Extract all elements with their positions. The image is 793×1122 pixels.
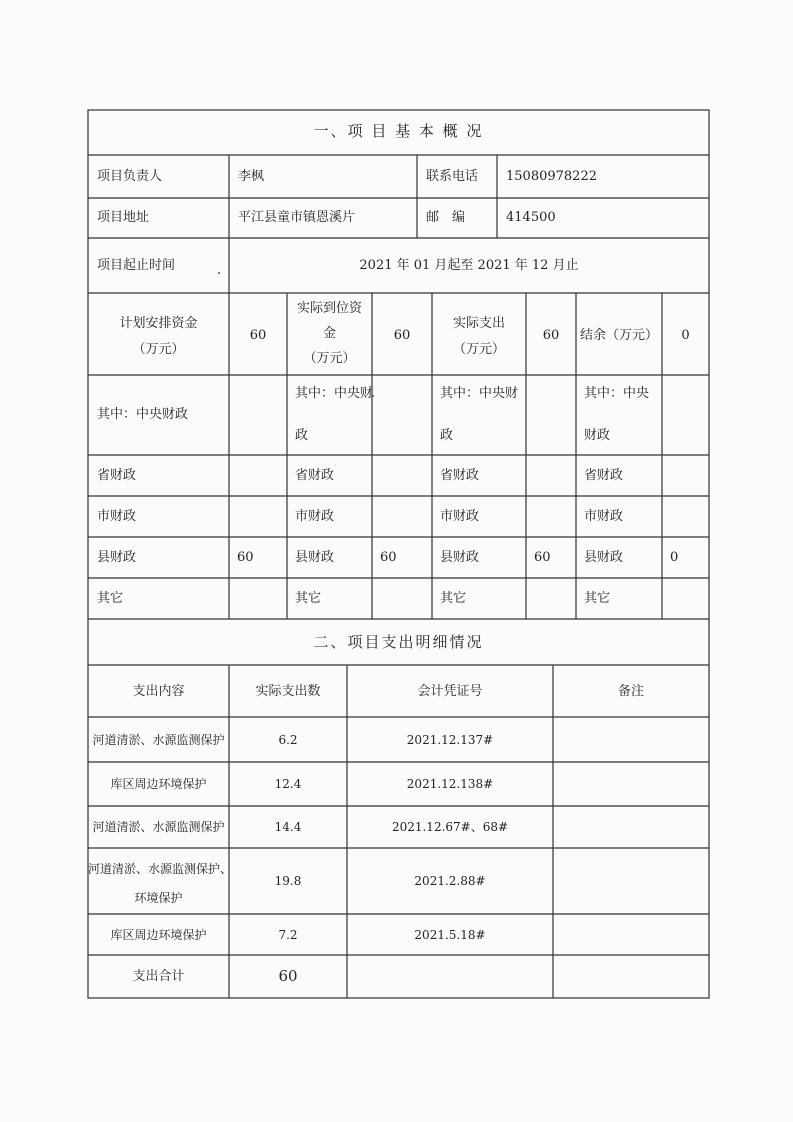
central-label-b1: 其中：中央财 [295,386,374,401]
expense-row-voucher: 2021.2.88# [414,874,486,888]
header-remark: 备注 [617,684,644,699]
phone-label: 联系电话 [426,169,479,184]
city-label: 市财政 [97,509,137,524]
expense-row-content: 河道清淤、水源监测保护 [92,733,225,747]
county-label-c: 县财政 [440,550,480,565]
county-label: 县财政 [97,550,137,565]
expense-row-content: 河道清淤、水源监测保护 [92,820,225,834]
balance-label: 结余（万元） [579,328,658,343]
central-label-c2: 政 [440,428,454,443]
planned-value: 60 [249,328,267,343]
county-label-b: 县财政 [295,550,335,565]
spent-label-2: （万元） [452,342,505,357]
address-label: 项目地址 [97,210,150,225]
expense-row-voucher: 2021.12.67#、68# [391,820,509,834]
leader-value: 李枫 [238,169,265,184]
header-amount: 实际支出数 [255,684,321,699]
central-label-b2: 政 [295,428,309,443]
county-balance: 0 [670,550,679,565]
received-label-2: 金 [322,326,336,341]
county-spent: 60 [534,550,551,565]
section1-title: 一、项 目 基 本 概 况 [313,122,484,140]
province-label-d: 省财政 [584,468,624,483]
phone-value: 15080978222 [506,169,597,184]
city-label-c: 市财政 [440,509,480,524]
total-value: 60 [278,967,298,985]
period-label: 项目起止时间 [97,258,176,273]
expense-row-amount: 14.4 [274,820,302,834]
county-planned: 60 [237,550,254,565]
address-value: 平江县童市镇恩溪片 [238,210,356,225]
city-label-d: 市财政 [584,509,624,524]
received-label-1: 实际到位资 [296,301,362,316]
expense-row-voucher: 2021.12.138# [406,777,494,791]
section2-title: 二、项目支出明细情况 [313,633,484,651]
expense-row-voucher: 2021.5.18# [414,928,486,942]
other-label: 其它 [97,591,124,606]
balance-value: 0 [681,328,690,343]
leader-label: 项目负责人 [97,169,163,184]
expense-row-content: 库区周边环境保护 [110,928,207,942]
other-label-b: 其它 [295,591,322,606]
county-label-d: 县财政 [584,550,624,565]
spent-value: 60 [542,328,560,343]
other-label-d: 其它 [584,591,611,606]
expense-row-amount: 19.8 [274,874,302,888]
central-label-d2: 财政 [584,428,611,443]
province-label-c: 省财政 [440,468,480,483]
total-label: 支出合计 [132,969,185,984]
expense-row-content-line2: 环境保护 [134,891,183,905]
planned-label-1: 计划安排资金 [119,316,198,331]
central-label-c1: 其中：中央财 [440,386,519,401]
province-label: 省财政 [97,468,137,483]
central-label: 其中：中央财政 [97,407,189,422]
county-received: 60 [380,550,397,565]
postcode-label: 邮 编 [426,210,466,225]
period-value: 2021 年 01 月起至 2021 年 12 月止 [359,258,579,273]
expense-row-voucher: 2021.12.137# [406,733,494,747]
central-label-d1: 其中：中央 [584,386,650,401]
province-label-b: 省财政 [295,468,335,483]
scan-speck [218,272,220,274]
expense-row-content-line1: 河道清淤、水源监测保护、 [88,862,233,876]
received-value: 60 [393,328,411,343]
postcode-value: 414500 [506,210,556,225]
received-label-3: （万元） [303,351,356,366]
expense-row-amount: 12.4 [274,777,302,791]
header-voucher: 会计凭证号 [417,684,483,699]
spent-label-1: 实际支出 [452,316,505,331]
planned-label-2: （万元） [132,342,185,357]
header-content: 支出内容 [132,684,185,699]
city-label-b: 市财政 [295,509,335,524]
expense-row-amount: 7.2 [278,928,298,942]
other-label-c: 其它 [440,591,467,606]
expense-row-amount: 6.2 [278,733,298,747]
expense-row-content: 库区周边环境保护 [110,777,207,791]
